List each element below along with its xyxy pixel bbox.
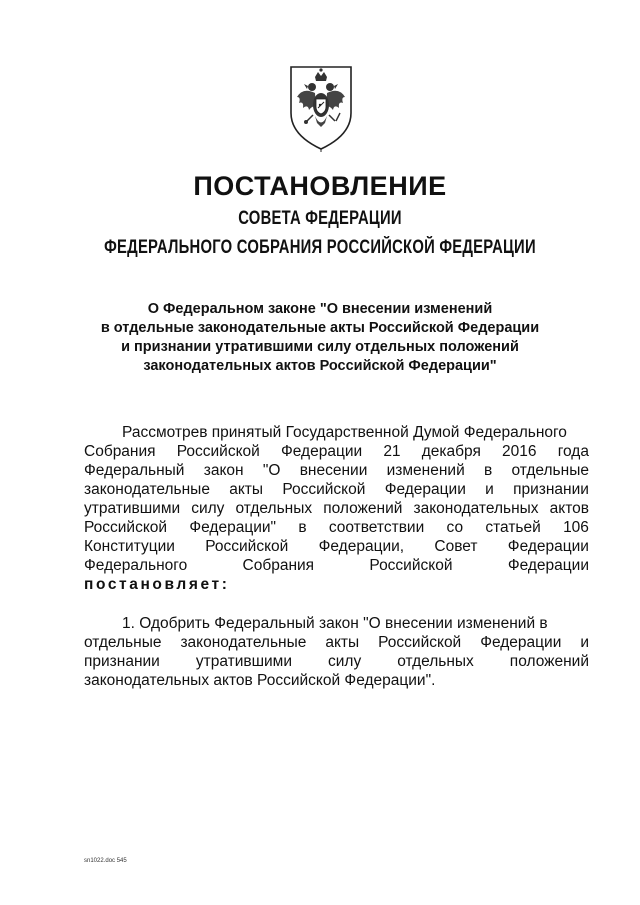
document-title: ПОСТАНОВЛЕНИЕ xyxy=(193,171,447,201)
coat-of-arms-icon xyxy=(285,63,357,153)
resolution-line: законодательных актов Российской Федерации". xyxy=(84,672,436,689)
resolution-line: признании утратившими силу отдельных положений xyxy=(84,653,589,670)
law-title-line: законодательных актов Российской Федерации" xyxy=(143,358,497,374)
resolves-word: постановляет: xyxy=(84,576,230,593)
law-title-line: О Федеральном законе "О внесении изменений xyxy=(147,301,493,317)
resolution-line: отдельные законодательные акты Российской Федерации и xyxy=(84,634,589,651)
resolution-line: 1. Одобрить Федеральный закон "О внесении изменений в xyxy=(122,615,548,632)
issuer-line-2: ФЕДЕРАЛЬНОГО СОБРАНИЯ РОССИЙСКОЙ ФЕДЕРАЦИИ xyxy=(104,237,536,258)
preamble-line: законодательные акты Российской Федерации и признании xyxy=(84,481,589,498)
resolution-paragraph xyxy=(84,614,589,690)
issuer-line-1: СОВЕТА ФЕДЕРАЦИИ xyxy=(238,208,402,229)
preamble-line: Федерального Собрания Российской Федерации xyxy=(84,557,589,574)
law-title xyxy=(60,300,580,376)
preamble-line: Рассмотрев принятый Государственной Думой Федерального xyxy=(122,424,567,441)
law-title-line: и признании утратившими силу отдельных положений xyxy=(121,339,519,355)
preamble-line: утратившими силу отдельных положений законодательных актов xyxy=(84,500,589,517)
law-title-line: в отдельные законодательные акты Российской Федерации xyxy=(100,320,540,336)
preamble-line: Российской Федерации" в соответствии со статьей 106 xyxy=(84,519,589,536)
file-reference: sn1022.doc 545 xyxy=(84,858,127,864)
preamble-paragraph xyxy=(84,423,589,594)
preamble-line: Конституции Российской Федерации, Совет Федерации xyxy=(84,538,589,555)
preamble-line: Собрания Российской Федерации 21 декабря 2016 года xyxy=(84,443,589,460)
preamble-line: Федеральный закон "О внесении изменений в отдельные xyxy=(84,462,589,479)
